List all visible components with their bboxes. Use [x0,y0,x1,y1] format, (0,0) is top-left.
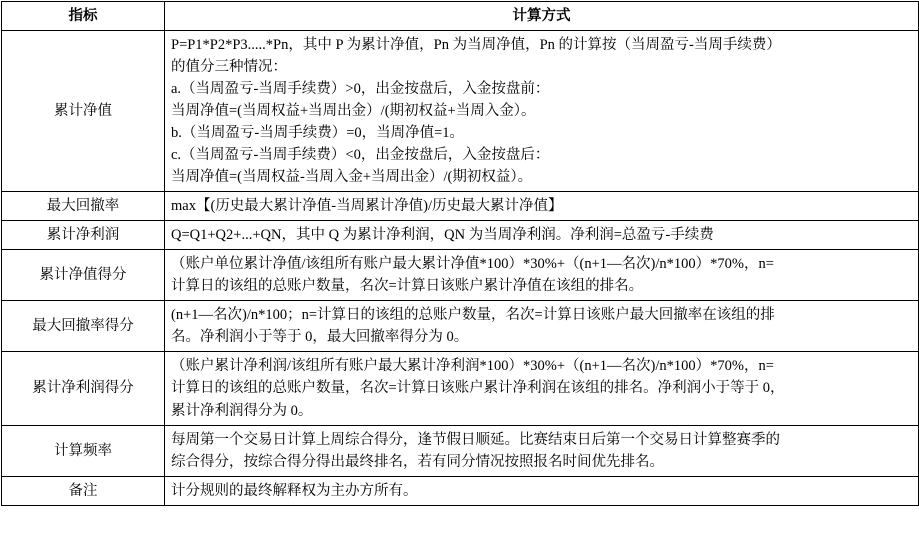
formula-content [165,476,919,505]
formula-line: c.（当周盈亏-当周手续费）<0，出金按盘后，入金按盘后： [171,147,550,164]
table-row [2,250,919,301]
table-row [2,476,919,505]
formula-content [165,352,919,425]
metric-label: 最大回撤率 [2,192,165,221]
formula-line: 计分规则的最终解释权为主办方所有。 [171,482,418,499]
table-row [2,352,919,425]
formula-content [165,250,919,301]
formula-line: (n+1—名次)/n*100；n=计算日的该组的总账户数量，名次=计算日该账户最大回撤率在该组的排 [171,307,775,324]
table-header-row [2,2,919,31]
scoring-rule-table [1,1,919,506]
formula-line: a.（当周盈亏-当周手续费）>0，出金按盘后，入金按盘前： [171,81,550,98]
formula-line: b.（当周盈亏-当周手续费）=0，当周净值=1。 [171,125,465,142]
formula-line: Q=Q1+Q2+...+QN，其中 Q 为累计净利润，QN 为当周净利润。净利润=总盈亏-手续费 [171,227,714,244]
formula-line: 累计净利润得分为 0。 [171,402,313,419]
table-row [2,301,919,352]
metric-label: 计算频率 [2,425,165,476]
formula-content [165,192,919,221]
formula-line: 当周净值=(当周权益-当周入金+当周出金）/(期初权益）。 [171,169,533,186]
metric-label: 最大回撤率得分 [2,301,165,352]
column-header-formula: 计算方式 [165,2,919,31]
formula-line: 当周净值=(当周权益+当周出金）/(期初权益+当周入金）。 [171,103,536,120]
formula-content [165,425,919,476]
column-header-metric: 指标 [2,2,165,31]
formula-line: （账户单位累计净值/该组所有账户最大累计净值*100）*30%+（(n+1—名次)/n*100）*70%，n= [171,256,774,273]
document-page [0,1,919,544]
formula-line: 计算日的该组的总账户数量，名次=计算日该账户累计净利润在该组的排名。净利润小于等于 0， [171,380,785,397]
metric-label: 累计净利润 [2,221,165,250]
formula-line: 综合得分，按综合得分得出最终排名，若有同分情况按照报名时间优先排名。 [171,453,664,470]
table-row [2,192,919,221]
table-row [2,425,919,476]
table-row [2,31,919,192]
formula-line: 的值分三种情况： [171,59,287,76]
metric-label: 累计净值得分 [2,250,165,301]
table-row [2,221,919,250]
formula-line: 计算日的该组的总账户数量，名次=计算日该账户累计净值在该组的排名。 [171,278,644,295]
formula-line: P=P1*P2*P3.....*Pn，其中 P 为累计净值，Pn 为当周净值，Pn 的计算按（当周盈亏-当周手续费） [171,37,781,54]
formula-content [165,221,919,250]
formula-line: （账户累计净利润/该组所有账户最大累计净利润*100）*30%+（(n+1—名次)/n*100）*70%，n= [171,358,774,375]
formula-line: 每周第一个交易日计算上周综合得分，逢节假日顺延。比赛结束日后第一个交易日计算整赛季的 [171,431,780,448]
formula-line: max【(历史最大累计净值-当周累计净值)/历史最大累计净值】 [171,198,563,215]
formula-content [165,31,919,192]
metric-label: 累计净利润得分 [2,352,165,425]
formula-content [165,301,919,352]
metric-label: 累计净值 [2,31,165,192]
metric-label: 备注 [2,476,165,505]
formula-line: 名。净利润小于等于 0，最大回撤率得分为 0。 [171,329,469,346]
